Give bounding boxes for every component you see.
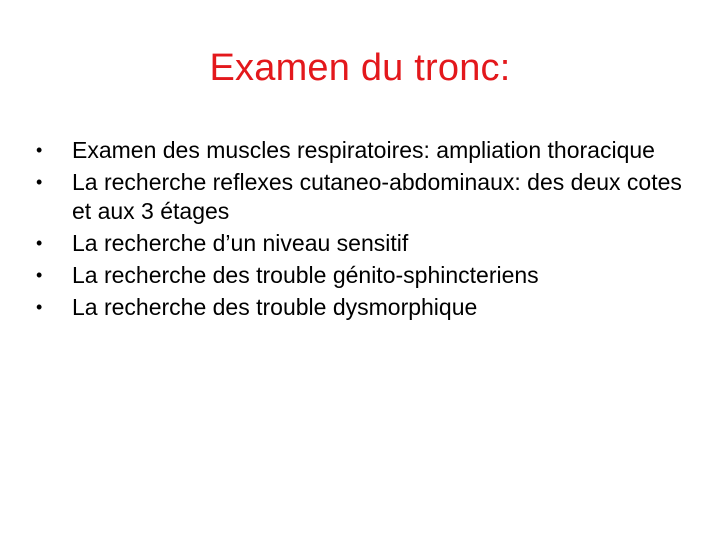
- bullet-text: La recherche d’un niveau sensitif: [72, 230, 409, 256]
- list-item: [36, 229, 686, 258]
- bullet-list: [36, 136, 686, 325]
- bullet-dot-icon: •: [36, 140, 43, 160]
- list-item: [36, 261, 686, 290]
- bullet-dot-icon: •: [36, 297, 43, 317]
- bullet-dot-icon: •: [36, 265, 43, 285]
- bullet-dot-icon: •: [36, 172, 43, 192]
- bullet-text: La recherche des trouble génito-sphincteriens: [72, 262, 539, 288]
- bullet-dot-icon: •: [36, 233, 43, 253]
- slide-title: Examen du tronc:: [209, 47, 511, 89]
- list-item: [36, 136, 686, 165]
- bullet-text: La recherche reflexes cutaneo-abdominaux: des deux cotes et aux 3 étages: [72, 169, 682, 224]
- bullet-text: Examen des muscles respiratoires: ampliation thoracique: [72, 137, 655, 163]
- list-item: [36, 168, 686, 226]
- list-item: [36, 293, 686, 322]
- bullet-text: La recherche des trouble dysmorphique: [72, 294, 478, 320]
